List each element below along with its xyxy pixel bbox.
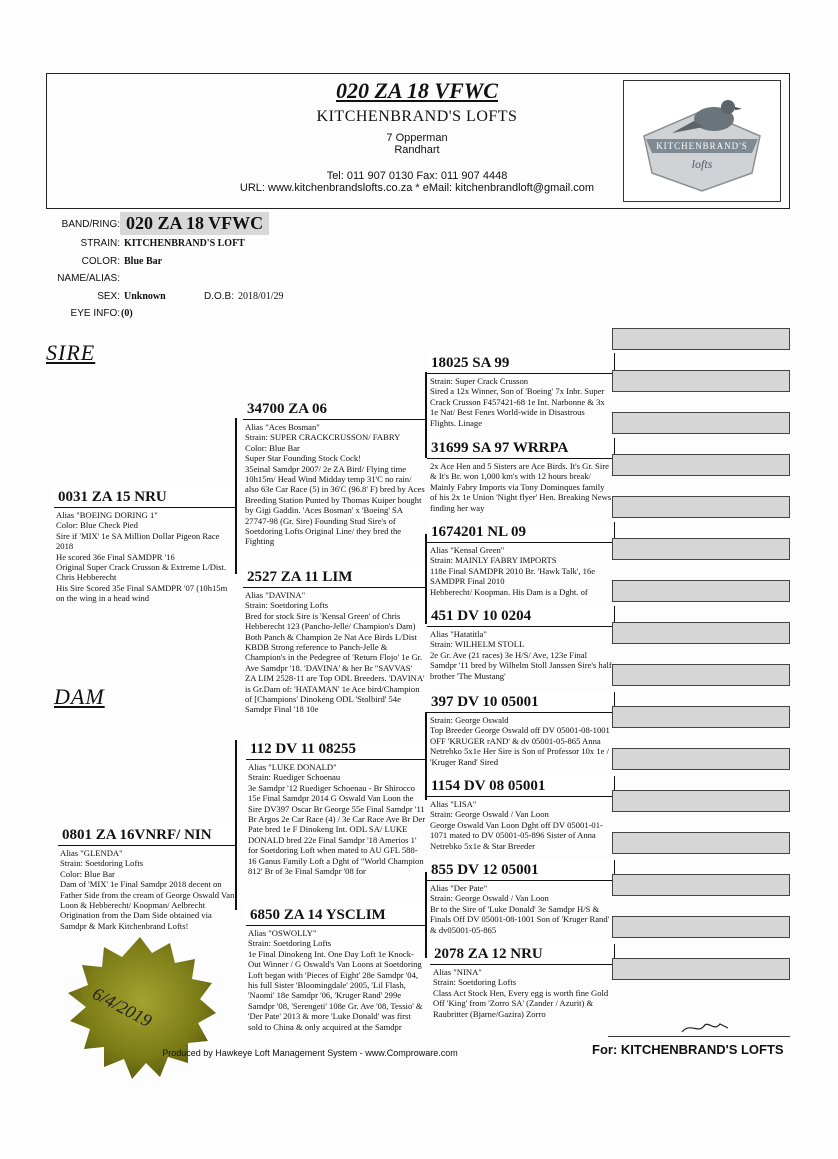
gen4-box-5 (612, 496, 790, 518)
dam-dam-details: Alias "OSWOLLY" Strain: Soetdoring Lofts 1e Final Dinokeng Int. One Day Loft 1e Knock-Out Winner / G Oswald's Van Loons at Soetdoring Loft began with 'Pieces of Eight' 28e Samdpr '04, his full Sister 'Bloomingdale' 2005, 'Lil Flash, 'Naomi' 18e Samdpr '06, 'Kruger Rand' 299e Samdpr '08, 'Serengeti' 108e Gr. Ave '08, Tessio' & 'Der Pate' 2013 & more 'Luke Donald' was first sold to China & only acquired at the Samdpr (248, 928, 423, 1032)
dob-label: D.O.B: (203, 291, 234, 302)
sex-value: Unknown (124, 291, 166, 302)
sire-dam-ring: 2527 ZA 11 LIM (243, 566, 426, 588)
gen4-box-11 (612, 748, 790, 770)
stamp-date: 6/4/2019 (89, 983, 156, 1031)
sire-sire-details: Alias "Aces Bosman" Strain: SUPER CRACKCRUSSON/ FABRY Color: Blue Bar Super Star Founding Stock Cock! 35einal Samdpr 2007/ 2e ZA Bird/ Flying time 10h15m/ Head Wind Midday temp 31'C no rain/ also 63e Car Race (5) in 36'C (96.8' F) bred by Aces Breeding Station Punted by Thomas Kuiper bought by Gigi Gaddin. 'Aces Bosman' x 'Boeing' SA 27747-98 (Gr. Sire) Founding Stud Sire's of Soetdoring Lofts Original Line/ they bred the Fighting (245, 422, 425, 547)
gen4-box-1 (612, 328, 790, 350)
band-label: BAND/RING: (61, 219, 120, 230)
gen3-ring-5: 397 DV 10 05001 (427, 692, 615, 713)
address-line-2: Randhart (394, 144, 440, 156)
for-loft: For: KITCHENBRAND'S LOFTS (592, 1042, 784, 1057)
gen3-details-5: Strain: George Oswald Top Breeder George Oswald off DV 05001-08-1001 OFF 'KRUGER rAND' & dv 05001-05-865 Anna Netrebko 5x1e Her Sire is Son of Professor 10x 1e / 'Kruger Rand' Sired (430, 715, 610, 767)
gen3-ring-6: 1154 DV 08 05001 (427, 776, 615, 797)
gen4-box-2 (612, 370, 790, 392)
address-line-1: 7 Opperman (386, 132, 448, 144)
strain-value: KITCHENBRAND'S LOFT (124, 238, 245, 249)
gen3-ring-8: 2078 ZA 12 NRU (430, 944, 615, 965)
color-label: COLOR: (81, 256, 120, 267)
loft-name: KITCHENBRAND'S LOFTS (316, 108, 518, 125)
loft-logo (623, 80, 781, 202)
gen4-box-4 (612, 454, 790, 476)
gen4-box-14 (612, 874, 790, 896)
logo-text: KITCHENBRAND'S (656, 141, 748, 151)
dob-value: 2018/01/29 (238, 291, 284, 302)
dam-sire-ring: 112 DV 11 08255 (246, 738, 426, 760)
gen3-details-1: Strain: Super Crack Crusson Sired a 12x Winner, Son of 'Boeing' 7x Inbr. Super Crack Crusson F457421-68 1e Int. Narbonne & 3x 1e Nat/ Best Fenes World-wide in Disastrous Flights. Linage (430, 376, 605, 428)
date-stamp (60, 935, 220, 1085)
dam-label: DAM (54, 684, 105, 709)
gen4-box-7 (612, 580, 790, 602)
sire-sire-ring: 34700 ZA 06 (243, 398, 426, 420)
eye-value: (0) (121, 308, 133, 319)
sire-label: SIRE (46, 340, 96, 365)
gen3-details-4: Alias "Hatatitla" Strain: WILHELM STOLL 2e Gr. Ave (21 races) 3e H/S/ Ave, 123e Final Samdpr '11 bred by Wilhelm Stoll Janssen Sire's half brother 'The Mustang' (430, 629, 612, 681)
band-value: 020 ZA 18 VFWC (120, 212, 269, 235)
gen3-ring-2: 31699 SA 97 WRRPA (427, 438, 615, 459)
logo-subtext: lofts (691, 157, 713, 171)
gen4-box-3 (612, 412, 790, 434)
gen3-details-6: Alias "LISA" Strain: George Oswald / Van Loon George Oswald Van Loon Dght off DV 05001-01-1071 mated to DV 05001-05-896 Sister of Anna Netrebko 5x1e & Star Breeder (430, 799, 603, 851)
sex-label: SEX: (97, 291, 120, 302)
strain-label: STRAIN: (80, 238, 120, 249)
gen3-ring-7: 855 DV 12 05001 (427, 860, 615, 881)
gen4-box-8 (612, 622, 790, 644)
gen4-box-12 (612, 790, 790, 812)
dam-details: Alias "GLENDA" Strain: Soetdoring Lofts Color: Blue Bar Dam of 'MIX' 1e Final Samdpr 2018 decent on Father Side from the cream of George Oswald Van Loon & Hebberecht/ Koopman/ Aelbrecht Origination from the Dam Side obtained via Samdpr & Mark Kitchenbrand Lofts! (60, 848, 235, 931)
name-label: NAME/ALIAS: (57, 273, 120, 284)
gen3-details-7: Alias "Der Pate" Strain: George Oswald / Van Loon Br to the Sire of 'Luke Donald' 3e Samdpr H/S & Finals Off DV 05001-08-1001 Son of 'Kruger Rand' & dv05001-05-865 (430, 883, 610, 935)
sire-dam-details: Alias "DAVINA" Strain: Soetdoring Lofts Bred for stock Sire is 'Kensal Green' of Chris Hebberecht 123 (Pancho-Jelle/ Champion's Dam) Both Panch & Champion 2e Nat Ace Birds L/Dist KBDB Strong reference to Panch-Jelle & Champion's in the Pedegree of 'Return Flojo' 1e Gr. Ave Samdpr '18. 'DAVINA' & her Br "SAVVAS' ZA LIM 2528-11 are Top ODL Breeders. 'DAVINA' is Gr.Dam of: 'HATAMAN' 1e Ace bird/Champion of [Champions' Dinokeng ODL 'Stolbird' 54e Samdpr Final '18 10e (245, 590, 425, 715)
signature-line (608, 1036, 790, 1037)
gen4-box-6 (612, 538, 790, 560)
pedigree-title: 020 ZA 18 VFWC (336, 78, 498, 103)
color-value: Blue Bar (124, 256, 163, 267)
sire-details: Alias "BOEING DORING 1" Color: Blue Check Pied Sire if 'MIX' 1e SA Million Dollar Pigeon Race 2018 He scored 36e Final SAMDPR '16 Original Super Crack Crusson & Extreme L/Dist. Chris Hebberecht His Sire Scored 35e Final SAMDPR '07 (10h15m on the wing in a head wind (56, 510, 228, 604)
gen3-ring-1: 18025 SA 99 (427, 353, 615, 374)
gen4-box-13 (612, 832, 790, 854)
gen4-box-16 (612, 958, 790, 980)
header-box (46, 73, 790, 209)
eye-label: EYE INFO: (70, 308, 120, 319)
gen3-ring-4: 451 DV 10 0204 (427, 606, 615, 627)
gen3-details-3: Alias "Kensal Green" Strain: MAINLY FABRY IMPORTS 118e Final SAMDPR 2010 Br. 'Hawk Talk', 16e SAMDPR Final 2010 Hebberecht/ Koopman. His Dam is a Dght. of (430, 545, 596, 597)
signature-icon (680, 1018, 730, 1036)
dam-ring: 0801 ZA 16VNRF/ NIN (58, 824, 236, 846)
gen3-details-8: Alias "NINA" Strain: Soetdoring Lofts Class Act Stock Hen, Every egg is worth fine Gold Off 'King' from 'Zorro SA' (Zander / Azurit) & Raubritter (Bjarne/Gazira) Zorro (433, 967, 609, 1019)
produced-by: Produced by Hawkeye Loft Management System - www.Comproware.com (162, 1048, 458, 1058)
phone-line: Tel: 011 907 0130 Fax: 011 907 4448 (326, 170, 508, 182)
dam-dam-ring: 6850 ZA 14 YSCLIM (246, 904, 426, 926)
gen4-box-15 (612, 916, 790, 938)
gen3-details-2: 2x Ace Hen and 5 Sisters are Ace Birds. It's Gr. Sire & It's Br. won 1,000 km's with 12 hours break/ Mainly Fabry Imports via Tony Dominques family of his 2x 1e Union 'Night flyer' Hen. Breaking News finding her way (430, 461, 612, 513)
sire-ring: 0031 ZA 15 NRU (54, 486, 236, 508)
dam-sire-details: Alias "LUKE DONALD" Strain: Ruediger Schoenau 3e Samdpr '12 Ruediger Schoenau - Br Shirocco 15e Final Samdpr 2014 G Oswald Van Loon the Sire DV397 Oscar Br George 55e Final Samdpr '11 Br Argos 2e Car Race (4) / 3e Car Race Ave Br Der Pate bred 1e F Dinokeng Int. ODL SA/ LUKE DONALD bred 22e Final Samdpr '18 Amerios 1' for Soetdoring Loft when mated to AU GFL 588-16 Ganus Family Loft a Dght of "World Champion 812' Br of 3e Final Samdpr '08 for (248, 762, 426, 877)
gen3-ring-3: 1674201 NL 09 (427, 522, 615, 543)
gen4-box-10 (612, 706, 790, 728)
gen4-box-9 (612, 664, 790, 686)
web-line: URL: www.kitchenbrandslofts.co.za * eMail: kitchenbrandloft@gmail.com (239, 182, 595, 194)
